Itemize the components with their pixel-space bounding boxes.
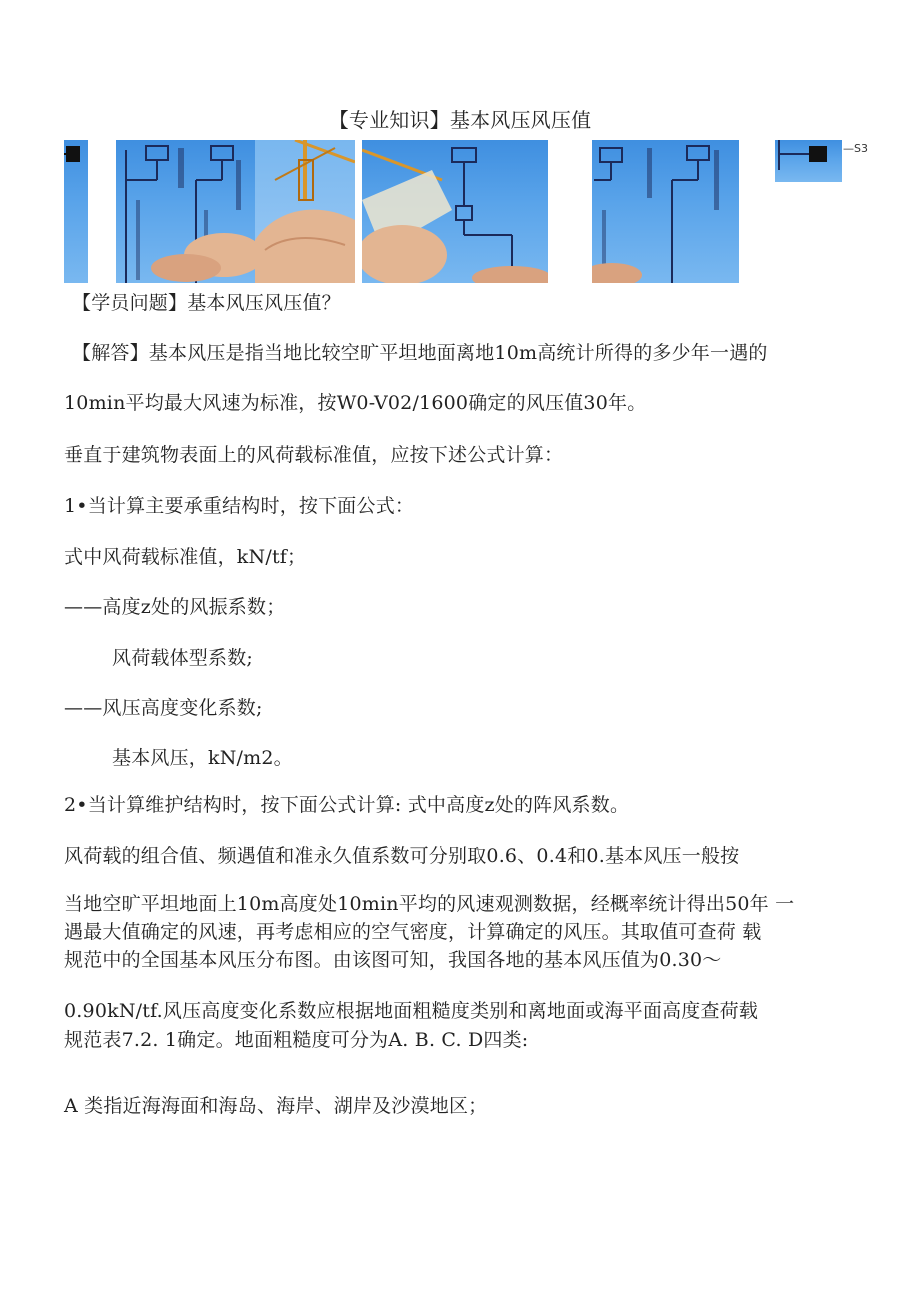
paragraph-1-line-1: 当地空旷平坦地面上10m高度处10min平均的风速观测数据，经概率统计得出50年 一 [64, 893, 795, 915]
paragraph-2-line-2: 规范表7.2. 1确定。地面粗糙度可分为A. B. C. D四类: [64, 1029, 529, 1051]
definition-muz: ——风压高度变化系数; [64, 697, 263, 719]
paragraph-2-line-1: 0.90kN/tf.风压高度变化系数应根据地面粗糙度类别和离地面或海平面高度查荷载 [64, 1000, 759, 1022]
banner-panel-schematic-2 [116, 140, 255, 283]
definition-beta: ——高度z处的风振系数； [64, 596, 286, 618]
paragraph-1-line-2: 遇最大值确定的风速，再考虑相应的空气密度，计算确定的风压。其取值可查荷 载 [64, 921, 762, 943]
banner-panel-schematic-1 [64, 140, 88, 283]
combination-line: 风荷载的组合值、频遇值和准永久值系数可分别取0.6、0.4和0.基本风压一般按 [64, 845, 740, 867]
banner-panel-ruler [362, 140, 548, 283]
definition-mus: 风荷载体型系数; [112, 647, 254, 669]
item-2: 2•当计算维护结构时，按下面公式计算: 式中高度z处的阵风系数。 [64, 794, 630, 816]
banner-panel-crane [255, 140, 355, 283]
definition-wk: 式中风荷载标准值，kN/tf； [64, 546, 307, 568]
formula-intro: 垂直于建筑物表面上的风荷载标准值，应按下述公式计算： [64, 444, 564, 466]
definition-w0: 基本风压，kN/m2。 [112, 747, 293, 769]
banner-panel-schematic-3 [592, 140, 739, 283]
class-a-line: A 类指近海海面和海岛、海岸、湖岸及沙漠地区； [64, 1095, 488, 1117]
paragraph-1-line-3: 规范中的全国基本风压分布图。由该图可知，我国各地的基本风压值为0.30～ [64, 949, 722, 971]
item-1: 1•当计算主要承重结构时，按下面公式： [64, 495, 415, 517]
banner-corner-label: —S3 [843, 142, 868, 155]
question-line: 【学员问题】基本风压风压值？ [72, 292, 341, 314]
document-title: 【专业知识】基本风压风压值 [328, 108, 592, 132]
answer-line-2: 10min平均最大风速为标准，按W0-V02/1600确定的风压值30年。 [64, 392, 647, 414]
banner-panel-schematic-4 [775, 140, 842, 182]
answer-line-1: 【解答】基本风压是指当地比较空旷平坦地面离地10m高统计所得的多少年一遇的 [72, 342, 768, 364]
